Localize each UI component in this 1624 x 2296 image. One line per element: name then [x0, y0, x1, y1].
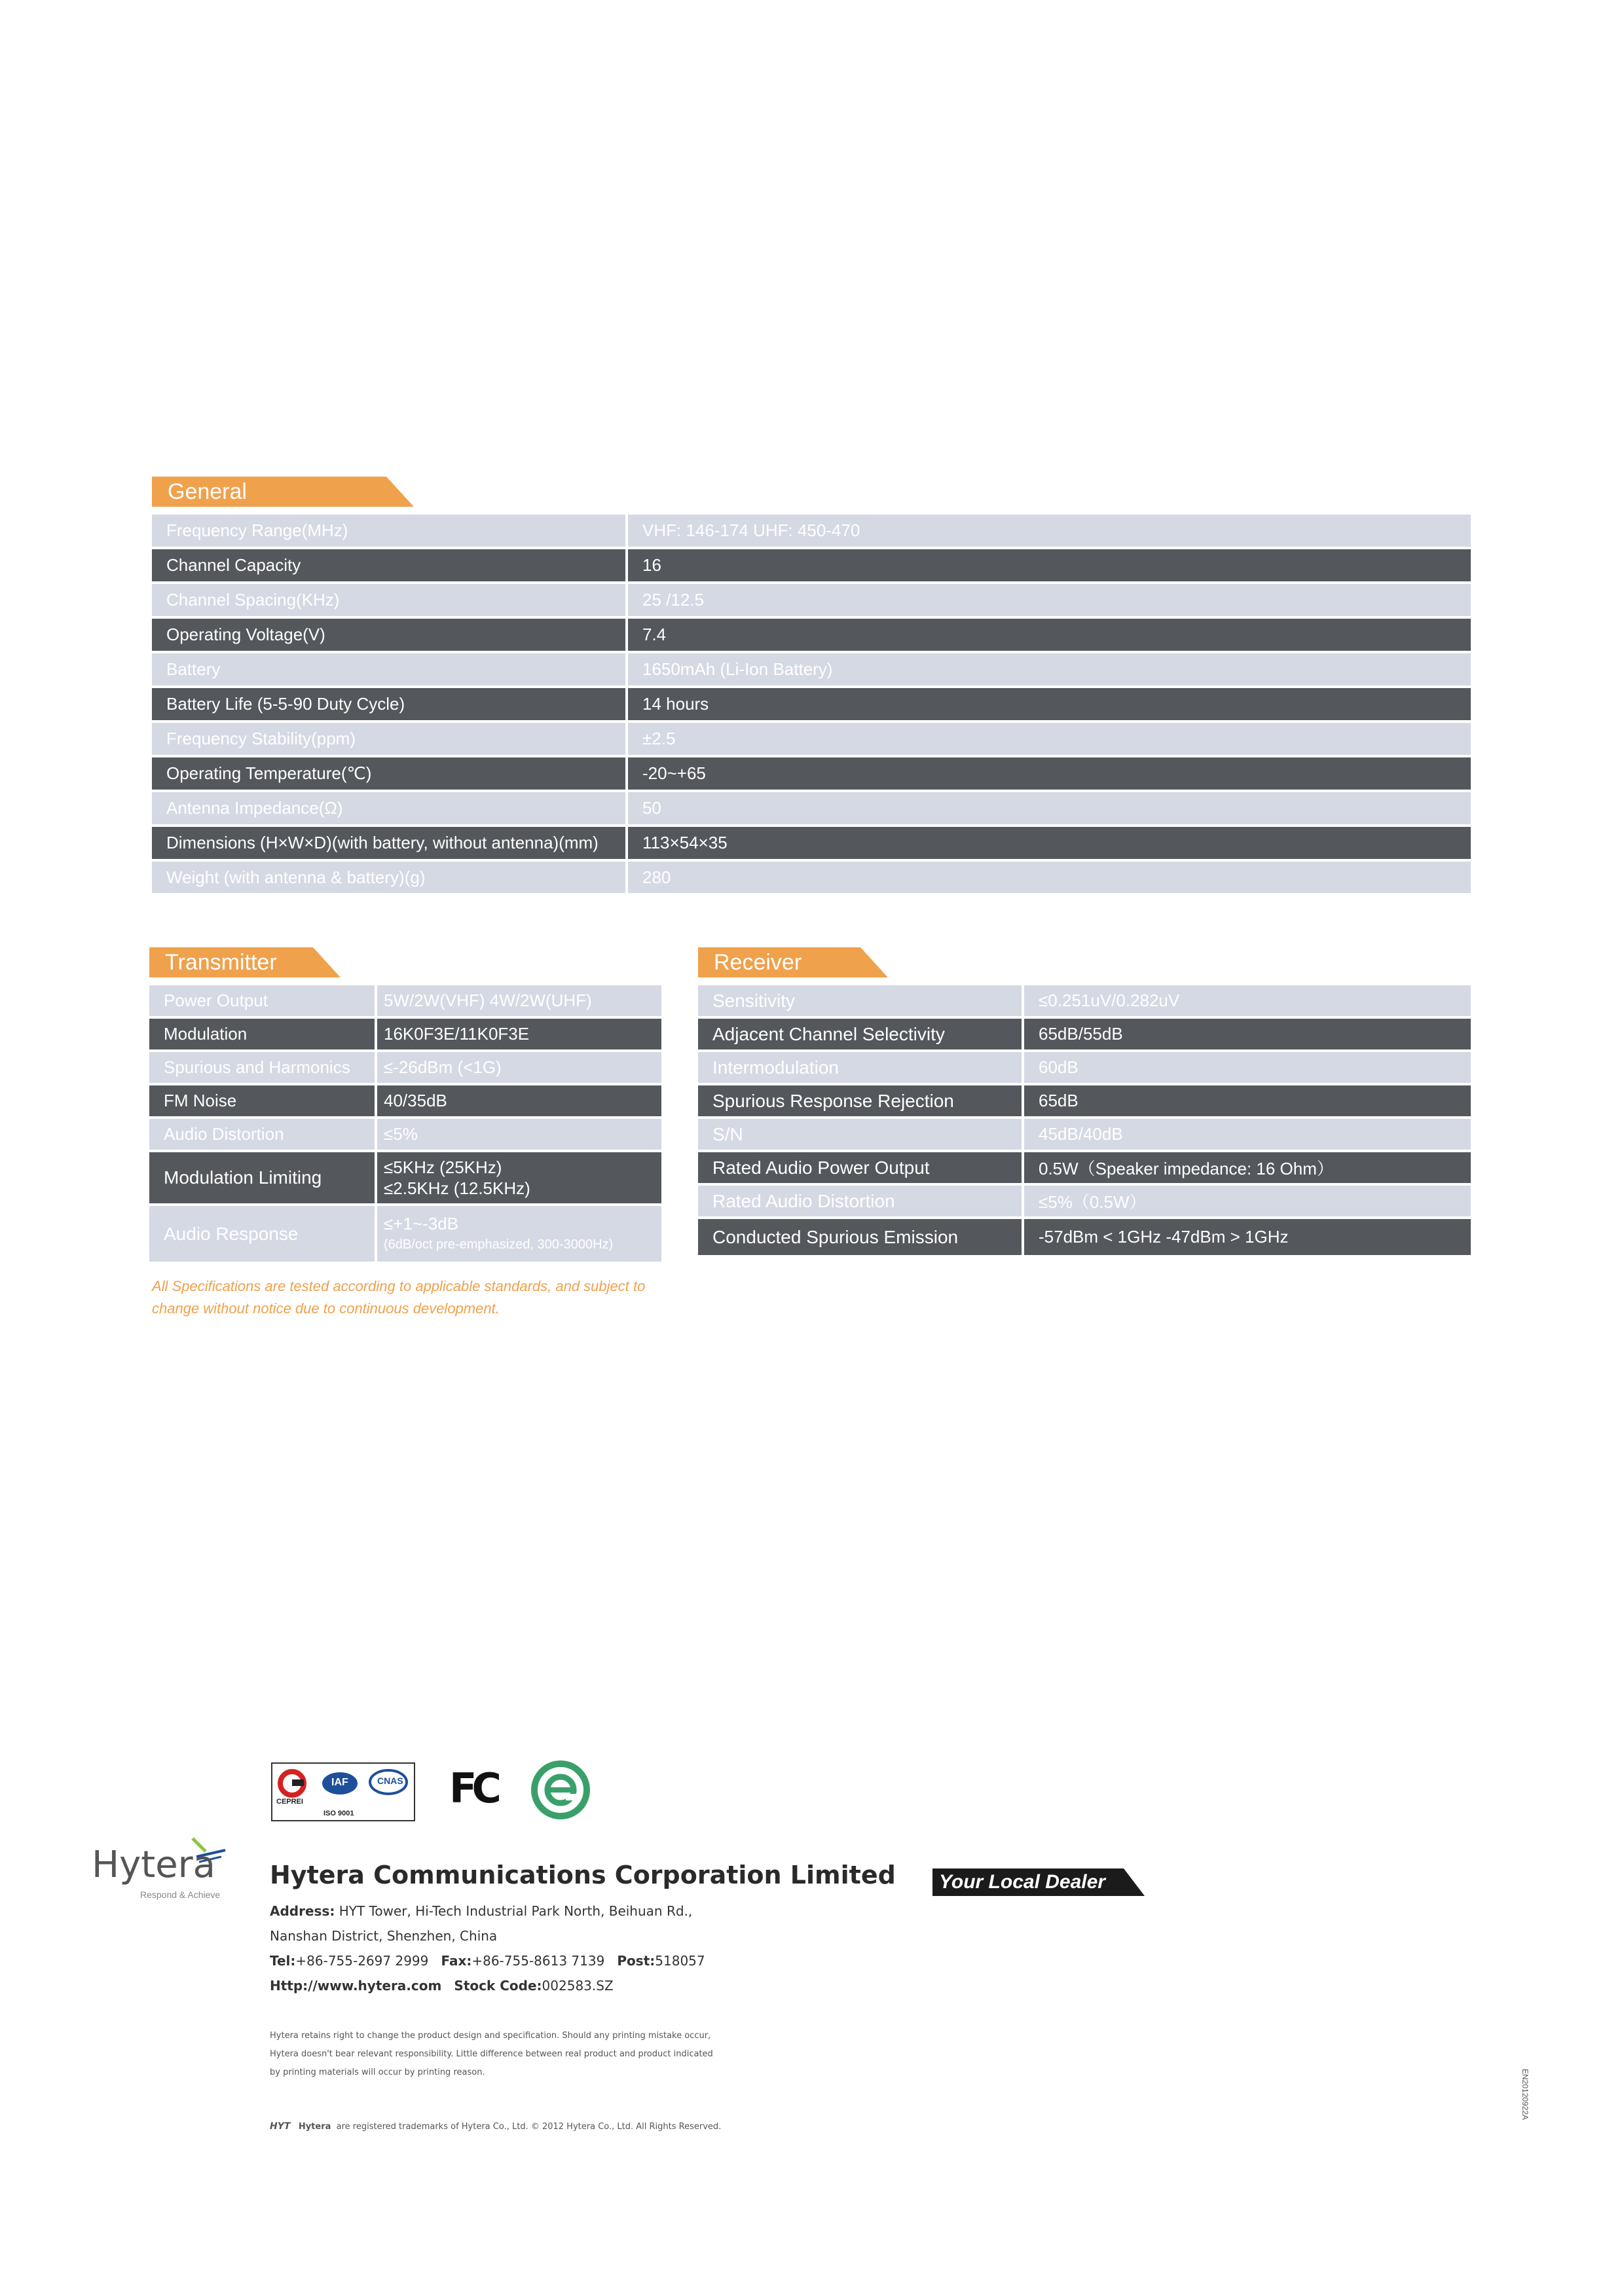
iso-cert-logos	[271, 1762, 415, 1821]
table-row	[698, 1219, 1471, 1255]
spec-label: Conducted Spurious Emission	[698, 1219, 1022, 1255]
spec-label: Frequency Stability(ppm)	[152, 723, 625, 755]
spec-label: Intermodulation	[698, 1052, 1022, 1083]
spec-value-line: ≤5KHz (25KHz)	[384, 1157, 502, 1177]
spec-value-line: ≤2.5KHz (12.5KHz)	[384, 1178, 530, 1198]
spec-value: 60dB	[1022, 1052, 1471, 1083]
spec-label: Modulation Limiting	[149, 1152, 375, 1203]
spec-value: 65dB/55dB	[1022, 1019, 1471, 1049]
spec-value: 65dB	[1022, 1085, 1471, 1116]
address-line: Nanshan District, Shenzhen, China	[270, 1928, 498, 1944]
spec-value: 16	[625, 549, 1471, 581]
spec-label: Operating Temperature(℃)	[152, 757, 625, 790]
spec-value: ≤5%	[375, 1119, 661, 1150]
receiver-title: Receiver	[714, 950, 802, 975]
table-row	[149, 1206, 661, 1262]
fcc-logo	[449, 1765, 502, 1812]
dealer-label: Your Local Dealer	[939, 1871, 1105, 1893]
spec-label: S/N	[698, 1119, 1022, 1150]
spec-label: Adjacent Channel Selectivity	[698, 1019, 1022, 1049]
spec-value: VHF: 146-174 UHF: 450-470	[625, 515, 1471, 547]
dealer-banner-tip	[1124, 1868, 1145, 1896]
table-row	[152, 862, 1471, 893]
trademark-line	[270, 2117, 721, 2136]
spec-label: Rated Audio Power Output	[698, 1152, 1022, 1183]
spec-label: Antenna Impedance(Ω)	[152, 792, 625, 824]
spec-label: Battery	[152, 653, 625, 685]
company-name: Hytera Communications Corporation Limited	[270, 1861, 896, 1889]
spec-value: 7.4	[625, 619, 1471, 651]
spec-value: 16K0F3E/11K0F3E	[375, 1019, 661, 1049]
disclaimer	[270, 2027, 713, 2082]
cepri-label: CEPREI	[276, 1798, 303, 1806]
spec-value: 113×54×35	[625, 827, 1471, 859]
spec-value: 25 /12.5	[625, 584, 1471, 616]
spec-label: Dimensions (H×W×D)(with battery, without antenna)(mm)	[152, 827, 625, 859]
table-row	[152, 757, 1471, 790]
general-table	[152, 515, 1471, 893]
brand-tagline: Respond & Achieve	[140, 1889, 221, 1900]
spec-value: ≤0.251uV/0.282uV	[1022, 985, 1471, 1016]
spec-value-line: (6dB/oct pre-emphasized, 300-3000Hz)	[384, 1237, 614, 1252]
spec-label: Modulation	[149, 1019, 375, 1049]
hytera-logo	[92, 1833, 249, 1900]
iaf-label: IAF	[331, 1777, 348, 1788]
table-row	[152, 792, 1471, 824]
spec-value: 280	[625, 862, 1471, 893]
disclaimer-line: Hytera doesn't bear relevant responsibility. Little difference between real product and product indicated	[270, 2049, 713, 2059]
spec-value: 5W/2W(VHF) 4W/2W(UHF)	[375, 985, 661, 1016]
trademark-text: are registered trademarks of Hytera Co., Ltd. © 2012 Hytera Co., Ltd. All Rights Reserved.	[336, 2122, 722, 2132]
table-row	[152, 584, 1471, 616]
disclaimer-line: by printing materials will occur by printing reason.	[270, 2068, 485, 2077]
hyt-mark: HYT	[270, 2121, 291, 2132]
spec-label: Rated Audio Distortion	[698, 1186, 1022, 1216]
spec-value: 14 hours	[625, 688, 1471, 720]
table-row	[698, 1152, 1471, 1183]
table-row	[698, 1119, 1471, 1150]
spec-value	[375, 1206, 661, 1262]
spec-value: ≤-26dBm (<1G)	[375, 1052, 661, 1083]
transmitter-title: Transmitter	[165, 950, 277, 975]
spec-label: Frequency Range(MHz)	[152, 515, 625, 547]
spec-value: -57dBm < 1GHz -47dBm > 1GHz	[1022, 1219, 1471, 1255]
document-code: EN20120922A	[1521, 2069, 1530, 2121]
spec-label: Channel Spacing(KHz)	[152, 584, 625, 616]
disclaimer-line: Hytera retains right to change the product design and specification. Should any printing mistake occur,	[270, 2031, 711, 2041]
table-row	[152, 515, 1471, 547]
note-line: All Specifications are tested according to applicable standards, and subject to	[152, 1278, 646, 1294]
spec-value: ≤5%（0.5W）	[1022, 1186, 1471, 1216]
spec-value: -20~+65	[625, 757, 1471, 790]
recycle-icon	[529, 1758, 592, 1821]
spec-label: Operating Voltage(V)	[152, 619, 625, 651]
spec-label: Audio Response	[149, 1206, 375, 1262]
company-address	[270, 1899, 705, 1998]
brand-name: Hytera	[92, 1844, 215, 1886]
table-row	[152, 619, 1471, 651]
spec-value: 45dB/40dB	[1022, 1119, 1471, 1150]
address-line: Address: HYT Tower, Hi-Tech Industrial Park North, Beihuan Rd.,	[270, 1903, 693, 1919]
spec-label: Channel Capacity	[152, 549, 625, 581]
web-line: Http://www.hytera.com Stock Code:002583.SZ	[270, 1978, 614, 1994]
spec-value-line: ≤+1~-3dB	[384, 1213, 459, 1233]
spec-value	[375, 1152, 661, 1203]
transmitter-table	[149, 985, 661, 1262]
spec-value: 40/35dB	[375, 1085, 661, 1116]
receiver-table	[698, 985, 1471, 1255]
table-row	[152, 653, 1471, 685]
table-row	[698, 1186, 1471, 1216]
table-row	[149, 1152, 661, 1203]
general-title: General	[168, 479, 247, 504]
table-row	[152, 688, 1471, 720]
table-row	[149, 985, 661, 1016]
fcc-text: FC	[449, 1764, 496, 1812]
spec-label: FM Noise	[149, 1085, 375, 1116]
eco-logo	[529, 1758, 592, 1821]
table-row	[698, 985, 1471, 1016]
spec-note	[152, 1275, 645, 1320]
table-row	[698, 1052, 1471, 1083]
spec-value: ±2.5	[625, 723, 1471, 755]
receiver-tab	[698, 947, 888, 976]
spec-value: 1650mAh (Li-Ion Battery)	[625, 653, 1471, 685]
spec-label: Spurious and Harmonics	[149, 1052, 375, 1083]
table-row	[152, 827, 1471, 859]
spec-value: 0.5W（Speaker impedance: 16 Ohm）	[1022, 1152, 1471, 1183]
cnas-label: CNAS	[377, 1776, 403, 1786]
contact-line: Tel:+86-755-2697 2999 Fax:+86-755-8613 7139 Post:518057	[270, 1953, 705, 1969]
table-row	[152, 549, 1471, 581]
spec-value: 50	[625, 792, 1471, 824]
spec-label: Sensitivity	[698, 985, 1022, 1016]
general-tab	[152, 477, 414, 505]
spec-label: Audio Distortion	[149, 1119, 375, 1150]
local-dealer-banner	[932, 1868, 1124, 1896]
spec-label: Spurious Response Rejection	[698, 1085, 1022, 1116]
spec-label: Power Output	[149, 985, 375, 1016]
transmitter-tab	[149, 947, 341, 976]
spec-label: Battery Life (5-5-90 Duty Cycle)	[152, 688, 625, 720]
table-row	[149, 1119, 661, 1150]
table-row	[698, 1085, 1471, 1116]
table-row	[149, 1019, 661, 1049]
iso-label: ISO 9001	[323, 1810, 354, 1817]
hytera-mark: Hytera	[298, 2122, 331, 2132]
note-line: change without notice due to continuous development.	[152, 1300, 500, 1317]
table-row	[149, 1052, 661, 1083]
table-row	[698, 1019, 1471, 1049]
spec-label: Weight (with antenna & battery)(g)	[152, 862, 625, 893]
table-row	[149, 1085, 661, 1116]
table-row	[152, 723, 1471, 755]
